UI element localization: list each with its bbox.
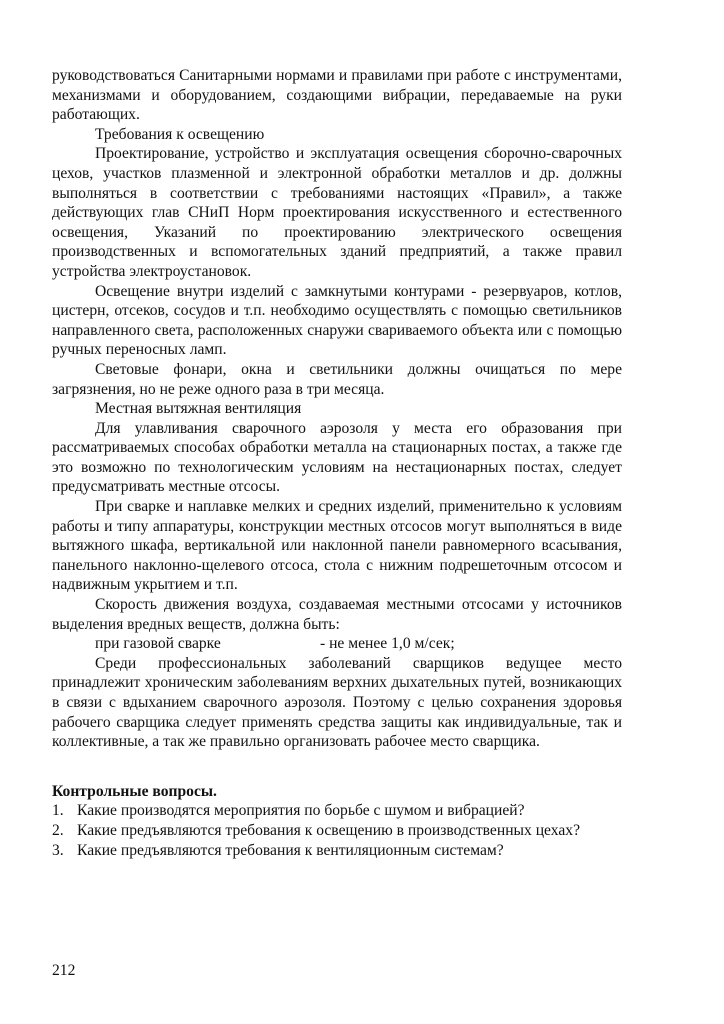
question-number: 2. — [52, 821, 64, 839]
question-text: Какие производятся мероприятия по борьбе с шумом и вибрацией? — [77, 802, 525, 820]
question-item — [52, 821, 622, 841]
question-item — [52, 801, 622, 821]
document-page — [52, 66, 622, 860]
question-item — [52, 841, 622, 861]
gas-welding-label: при газовой сварке — [95, 635, 221, 653]
paragraph-vibration-norms: руководствоваться Санитарными нормами и правилами при работе с инструментами, механизмами и оборудованием, создающими вибрации, передаваемые на руки работающих. — [52, 67, 622, 124]
section-heading-ventilation: Местная вытяжная вентиляция — [95, 400, 302, 418]
section-spacer — [52, 752, 622, 782]
paragraph-exhaust-designs: При сварке и наплавке мелких и средних изделий, применительно к условиям работы и типу аппаратуры, конструкции местных отсосов могут выполняться в виде вытяжного шкафа, вертикальной или наклонной панели равномерного всасывания, панельного наклонно-щелевого отсоса, стола с нижним подрешеточным отсосом и надвижным укрытием и т.п. — [52, 498, 622, 594]
question-number: 1. — [52, 802, 64, 820]
paragraph-occupational-diseases: Среди профессиональных заболеваний сварщиков ведущее место принадлежит хроническим заболеваниям верхних дыхательных путей, возникающих в связи с вдыханием сварочного аэрозоля. Поэтому с целью сохранения здоровья рабочего сварщика следует применять средства защиты как индивидуальные, так и коллективные, а так же правильно организовать рабочее место сварщика. — [52, 654, 622, 751]
paragraph-air-speed: Скорость движения воздуха, создаваемая местными отсосами у источников выделения вредных веществ, должна быть: — [52, 596, 622, 633]
paragraph-internal-lighting: Освещение внутри изделий с замкнутыми контурами - резервуаров, котлов, цистерн, отсеков, сосудов и т.п. необходимо осуществлять с помощью светильников направленного света, расположенных снаружи свариваемого объекта или с помощью ручных переносных ламп. — [52, 282, 622, 359]
section-heading-lighting: Требования к освещению — [95, 125, 265, 143]
question-text: Какие предъявляются требования к освещению в производственных цехах? — [77, 821, 580, 839]
page-number: 212 — [52, 962, 76, 979]
question-number: 3. — [52, 841, 64, 859]
paragraph-aerosol-capture: Для улавливания сварочного аэрозоля у места его образования при рассматриваемых способах обработки металла на стационарных постах, а также где это возможно по технологическим условиям на нестационарных постах, следует предусматривать местные отсосы. — [52, 419, 622, 496]
gas-welding-value: - не менее 1,0 м/сек; — [320, 635, 455, 653]
paragraph-cleaning-lights: Световые фонари, окна и светильники должны очищаться по мере загрязнения, но не реже одного раза в три месяца. — [52, 360, 622, 398]
gas-welding-speed-line — [52, 634, 622, 654]
paragraph-lighting-design: Проектирование, устройство и эксплуатация освещения сборочно-сварочных цехов, участков плазменной и электронной обработки металлов и др. должны выполняться в соответствии с требованиями настоящих «Правил», а также действующих глав СНиП Норм проектирования искусственного и естественного освещения, Указаний по проектированию электрического освещения производственных и вспомогательных зданий предприятий, а также правил устройства электроустановок. — [52, 145, 622, 280]
question-text: Какие предъявляются требования к вентиляционным системам? — [77, 841, 504, 859]
control-questions-title: Контрольные вопросы. — [52, 782, 217, 800]
